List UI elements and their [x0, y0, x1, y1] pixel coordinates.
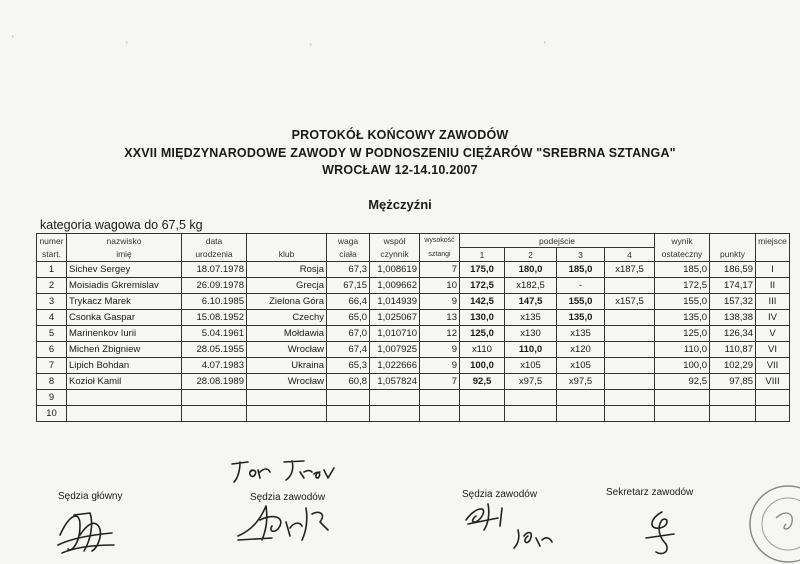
attempt-2-cell [505, 390, 557, 406]
table-row [37, 406, 790, 422]
body-weight-cell: 66,4 [327, 294, 370, 310]
attempt-1-cell: 172,5 [460, 278, 505, 294]
coefficient-cell: 1,009662 [370, 278, 420, 294]
points-cell: 126,34 [710, 326, 756, 342]
birth-date-cell: 15.08.1952 [182, 310, 247, 326]
birth-date-cell [182, 406, 247, 422]
coefficient-cell [370, 390, 420, 406]
attempt-2-cell: x105 [505, 358, 557, 374]
col-head-points-top [710, 234, 756, 248]
club-cell: Wrocław [247, 342, 327, 358]
points-cell: 186,59 [710, 262, 756, 278]
number-cell: 5 [37, 326, 67, 342]
attempt-3-cell: 135,0 [557, 310, 605, 326]
scan-speck: ' [12, 34, 14, 44]
birth-date-cell: 18.07.1978 [182, 262, 247, 278]
attempt-3-cell: 155,0 [557, 294, 605, 310]
name-cell: Moisiadis Gkremislav [67, 278, 182, 294]
name-cell: Micheń Zbigniew [67, 342, 182, 358]
table-row [37, 358, 790, 374]
number-cell: 3 [37, 294, 67, 310]
name-cell [67, 406, 182, 422]
signature-label-judge-2: Sędzia zawodów [250, 492, 326, 503]
body-weight-cell: 60,8 [327, 374, 370, 390]
signature-secretary [640, 508, 680, 558]
points-cell: 174,17 [710, 278, 756, 294]
attempt-4-cell [605, 390, 655, 406]
bar-weight-cell: 9 [420, 294, 460, 310]
birth-date-cell: 5.04.1961 [182, 326, 247, 342]
attempt-2-cell: x135 [505, 310, 557, 326]
weight-category: kategoria wagowa do 67,5 kg [40, 218, 203, 232]
attempt-4-cell [605, 342, 655, 358]
number-cell: 6 [37, 342, 67, 358]
birth-date-cell: 28.08.1989 [182, 374, 247, 390]
attempt-1-cell: 92,5 [460, 374, 505, 390]
body-weight-cell: 67,3 [327, 262, 370, 278]
col-head-attempt-4: 4 [605, 248, 655, 262]
protocol-title: PROTOKÓŁ KOŃCOWY ZAWODÓW [291, 128, 509, 142]
attempt-1-cell: 125,0 [460, 326, 505, 342]
coefficient-cell: 1,010710 [370, 326, 420, 342]
col-head-weight-2: ciała [327, 248, 370, 262]
place-cell: VI [756, 342, 790, 358]
result-cell: 135,0 [655, 310, 710, 326]
col-head-result-2: ostateczny [655, 248, 710, 262]
attempt-4-cell [605, 406, 655, 422]
name-cell: Csonka Gaspar [67, 310, 182, 326]
bar-weight-cell [420, 390, 460, 406]
header-row-2 [37, 248, 790, 262]
attempt-4-cell [605, 358, 655, 374]
table-row [37, 374, 790, 390]
number-cell: 9 [37, 390, 67, 406]
name-cell: Lipich Bohdan [67, 358, 182, 374]
col-head-attempt-3: 3 [557, 248, 605, 262]
club-cell: Zielona Góra [247, 294, 327, 310]
club-cell: Rosja [247, 262, 327, 278]
number-cell: 8 [37, 374, 67, 390]
col-head-result: wynik [655, 234, 710, 248]
signature-label-judge-3: Sędzia zawodów [462, 489, 538, 500]
col-head-coef-2: czynnik [370, 248, 420, 262]
col-head-attempts: podejście [460, 234, 655, 248]
table-row [37, 326, 790, 342]
club-cell [247, 406, 327, 422]
col-head-place-2 [756, 248, 790, 262]
bar-weight-cell [420, 406, 460, 422]
col-head-number: numer [37, 234, 67, 248]
name-cell: Sichev Sergey [67, 262, 182, 278]
club-cell: Mołdawia [247, 326, 327, 342]
result-cell: 110,0 [655, 342, 710, 358]
points-cell [710, 390, 756, 406]
club-cell: Grecja [247, 278, 327, 294]
attempt-3-cell [557, 406, 605, 422]
attempt-3-cell: 185,0 [557, 262, 605, 278]
attempt-3-cell: x135 [557, 326, 605, 342]
name-cell [67, 390, 182, 406]
col-head-attempt-1: 1 [460, 248, 505, 262]
name-cell: Trykacz Marek [67, 294, 182, 310]
attempt-4-cell: x157,5 [605, 294, 655, 310]
attempt-3-cell: x120 [557, 342, 605, 358]
attempt-4-cell [605, 374, 655, 390]
attempt-1-cell: 130,0 [460, 310, 505, 326]
attempt-1-cell [460, 406, 505, 422]
attempt-2-cell: 110,0 [505, 342, 557, 358]
place-cell [756, 406, 790, 422]
col-head-birth: data [182, 234, 247, 248]
table-row [37, 342, 790, 358]
signature-judge-2 [232, 500, 337, 545]
number-cell: 1 [37, 262, 67, 278]
points-cell: 138,38 [710, 310, 756, 326]
table-row [37, 390, 790, 406]
number-cell: 10 [37, 406, 67, 422]
col-head-coef: współ [370, 234, 420, 248]
coefficient-cell: 1,008619 [370, 262, 420, 278]
club-cell: Czechy [247, 310, 327, 326]
section-heading: Mężczyźni [368, 197, 432, 212]
result-cell: 92,5 [655, 374, 710, 390]
result-cell: 100,0 [655, 358, 710, 374]
body-weight-cell: 67,0 [327, 326, 370, 342]
place-cell: VIII [756, 374, 790, 390]
attempt-2-cell: x182,5 [505, 278, 557, 294]
attempt-3-cell: x105 [557, 358, 605, 374]
col-head-club: klub [247, 248, 327, 262]
bar-weight-cell: 12 [420, 326, 460, 342]
body-weight-cell: 65,0 [327, 310, 370, 326]
place-cell [756, 390, 790, 406]
points-cell: 97,85 [710, 374, 756, 390]
points-cell: 110,87 [710, 342, 756, 358]
coefficient-cell: 1,014939 [370, 294, 420, 310]
number-cell: 7 [37, 358, 67, 374]
results-table [36, 233, 790, 422]
attempt-1-cell [460, 390, 505, 406]
result-cell: 172,5 [655, 278, 710, 294]
coefficient-cell: 1,025067 [370, 310, 420, 326]
club-cell: Wrocław [247, 374, 327, 390]
competition-place-date: WROCŁAW 12-14.10.2007 [322, 163, 478, 177]
col-head-weight: waga [327, 234, 370, 248]
signature-label-secretary: Sekretarz zawodów [606, 487, 694, 498]
attempt-1-cell: 100,0 [460, 358, 505, 374]
attempt-2-cell: 180,0 [505, 262, 557, 278]
name-cell: Kozioł Kamil [67, 374, 182, 390]
coefficient-cell [370, 406, 420, 422]
competition-name: XXVII MIĘDZYNARODOWE ZAWODY W PODNOSZENIU CIĘŻARÓW "SREBRNA SZTANGA" [124, 146, 676, 160]
result-cell: 125,0 [655, 326, 710, 342]
bar-weight-cell: 10 [420, 278, 460, 294]
bar-weight-cell: 9 [420, 358, 460, 374]
bar-weight-cell: 9 [420, 342, 460, 358]
birth-date-cell: 6.10.1985 [182, 294, 247, 310]
place-cell: V [756, 326, 790, 342]
birth-date-cell: 26.09.1978 [182, 278, 247, 294]
club-cell: Ukraina [247, 358, 327, 374]
attempt-2-cell [505, 406, 557, 422]
place-cell: VII [756, 358, 790, 374]
col-head-name: nazwisko [67, 234, 182, 248]
body-weight-cell: 67,15 [327, 278, 370, 294]
table-row [37, 262, 790, 278]
body-weight-cell: 67,4 [327, 342, 370, 358]
scan-speck: ' [544, 40, 546, 50]
results-body [37, 262, 790, 422]
birth-date-cell [182, 390, 247, 406]
attempt-2-cell: x130 [505, 326, 557, 342]
result-cell: 155,0 [655, 294, 710, 310]
scan-speck: ' [310, 42, 312, 52]
col-head-number-2: start. [37, 248, 67, 262]
col-head-bar: wysokość [420, 234, 460, 248]
attempt-1-cell: x110 [460, 342, 505, 358]
coefficient-cell: 1,057824 [370, 374, 420, 390]
table-row [37, 278, 790, 294]
body-weight-cell [327, 406, 370, 422]
header-row-1 [37, 234, 790, 248]
attempt-4-cell [605, 278, 655, 294]
signature-label-head-judge: Sędzia główny [58, 491, 123, 502]
body-weight-cell: 65,3 [327, 358, 370, 374]
attempt-1-cell: 142,5 [460, 294, 505, 310]
bar-weight-cell: 13 [420, 310, 460, 326]
attempt-1-cell: 175,0 [460, 262, 505, 278]
number-cell: 4 [37, 310, 67, 326]
number-cell: 2 [37, 278, 67, 294]
place-cell: IV [756, 310, 790, 326]
attempt-4-cell [605, 326, 655, 342]
attempt-4-cell: x187,5 [605, 262, 655, 278]
attempt-3-cell: - [557, 278, 605, 294]
bar-weight-cell: 7 [420, 262, 460, 278]
col-head-name-2: imię [67, 248, 182, 262]
col-head-club-top [247, 234, 327, 248]
result-cell: 185,0 [655, 262, 710, 278]
col-head-place: miejsce [756, 234, 790, 248]
result-cell [655, 390, 710, 406]
attempt-2-cell: x97,5 [505, 374, 557, 390]
points-cell: 102,29 [710, 358, 756, 374]
col-head-attempt-2: 2 [505, 248, 557, 262]
col-head-points: punkty [710, 248, 756, 262]
col-head-birth-2: urodzenia [182, 248, 247, 262]
attempt-4-cell [605, 310, 655, 326]
attempt-2-cell: 147,5 [505, 294, 557, 310]
attempt-3-cell [557, 390, 605, 406]
table-row [37, 294, 790, 310]
place-cell: I [756, 262, 790, 278]
coefficient-cell: 1,007925 [370, 342, 420, 358]
birth-date-cell: 28.05.1955 [182, 342, 247, 358]
place-cell: II [756, 278, 790, 294]
coefficient-cell: 1,022666 [370, 358, 420, 374]
table-row [37, 310, 790, 326]
place-cell: III [756, 294, 790, 310]
birth-date-cell: 4.07.1983 [182, 358, 247, 374]
points-cell [710, 406, 756, 422]
handwritten-note [228, 458, 348, 486]
bar-weight-cell: 7 [420, 374, 460, 390]
official-stamp [740, 478, 800, 564]
col-head-bar-2: sztangi [420, 248, 460, 262]
name-cell: Marinenkov Iurii [67, 326, 182, 342]
signature-judge-3 [458, 500, 558, 550]
points-cell: 157,32 [710, 294, 756, 310]
attempt-3-cell: x97,5 [557, 374, 605, 390]
result-cell [655, 406, 710, 422]
signature-head-judge [50, 505, 120, 560]
club-cell [247, 390, 327, 406]
body-weight-cell [327, 390, 370, 406]
scan-speck: ' [126, 40, 128, 50]
